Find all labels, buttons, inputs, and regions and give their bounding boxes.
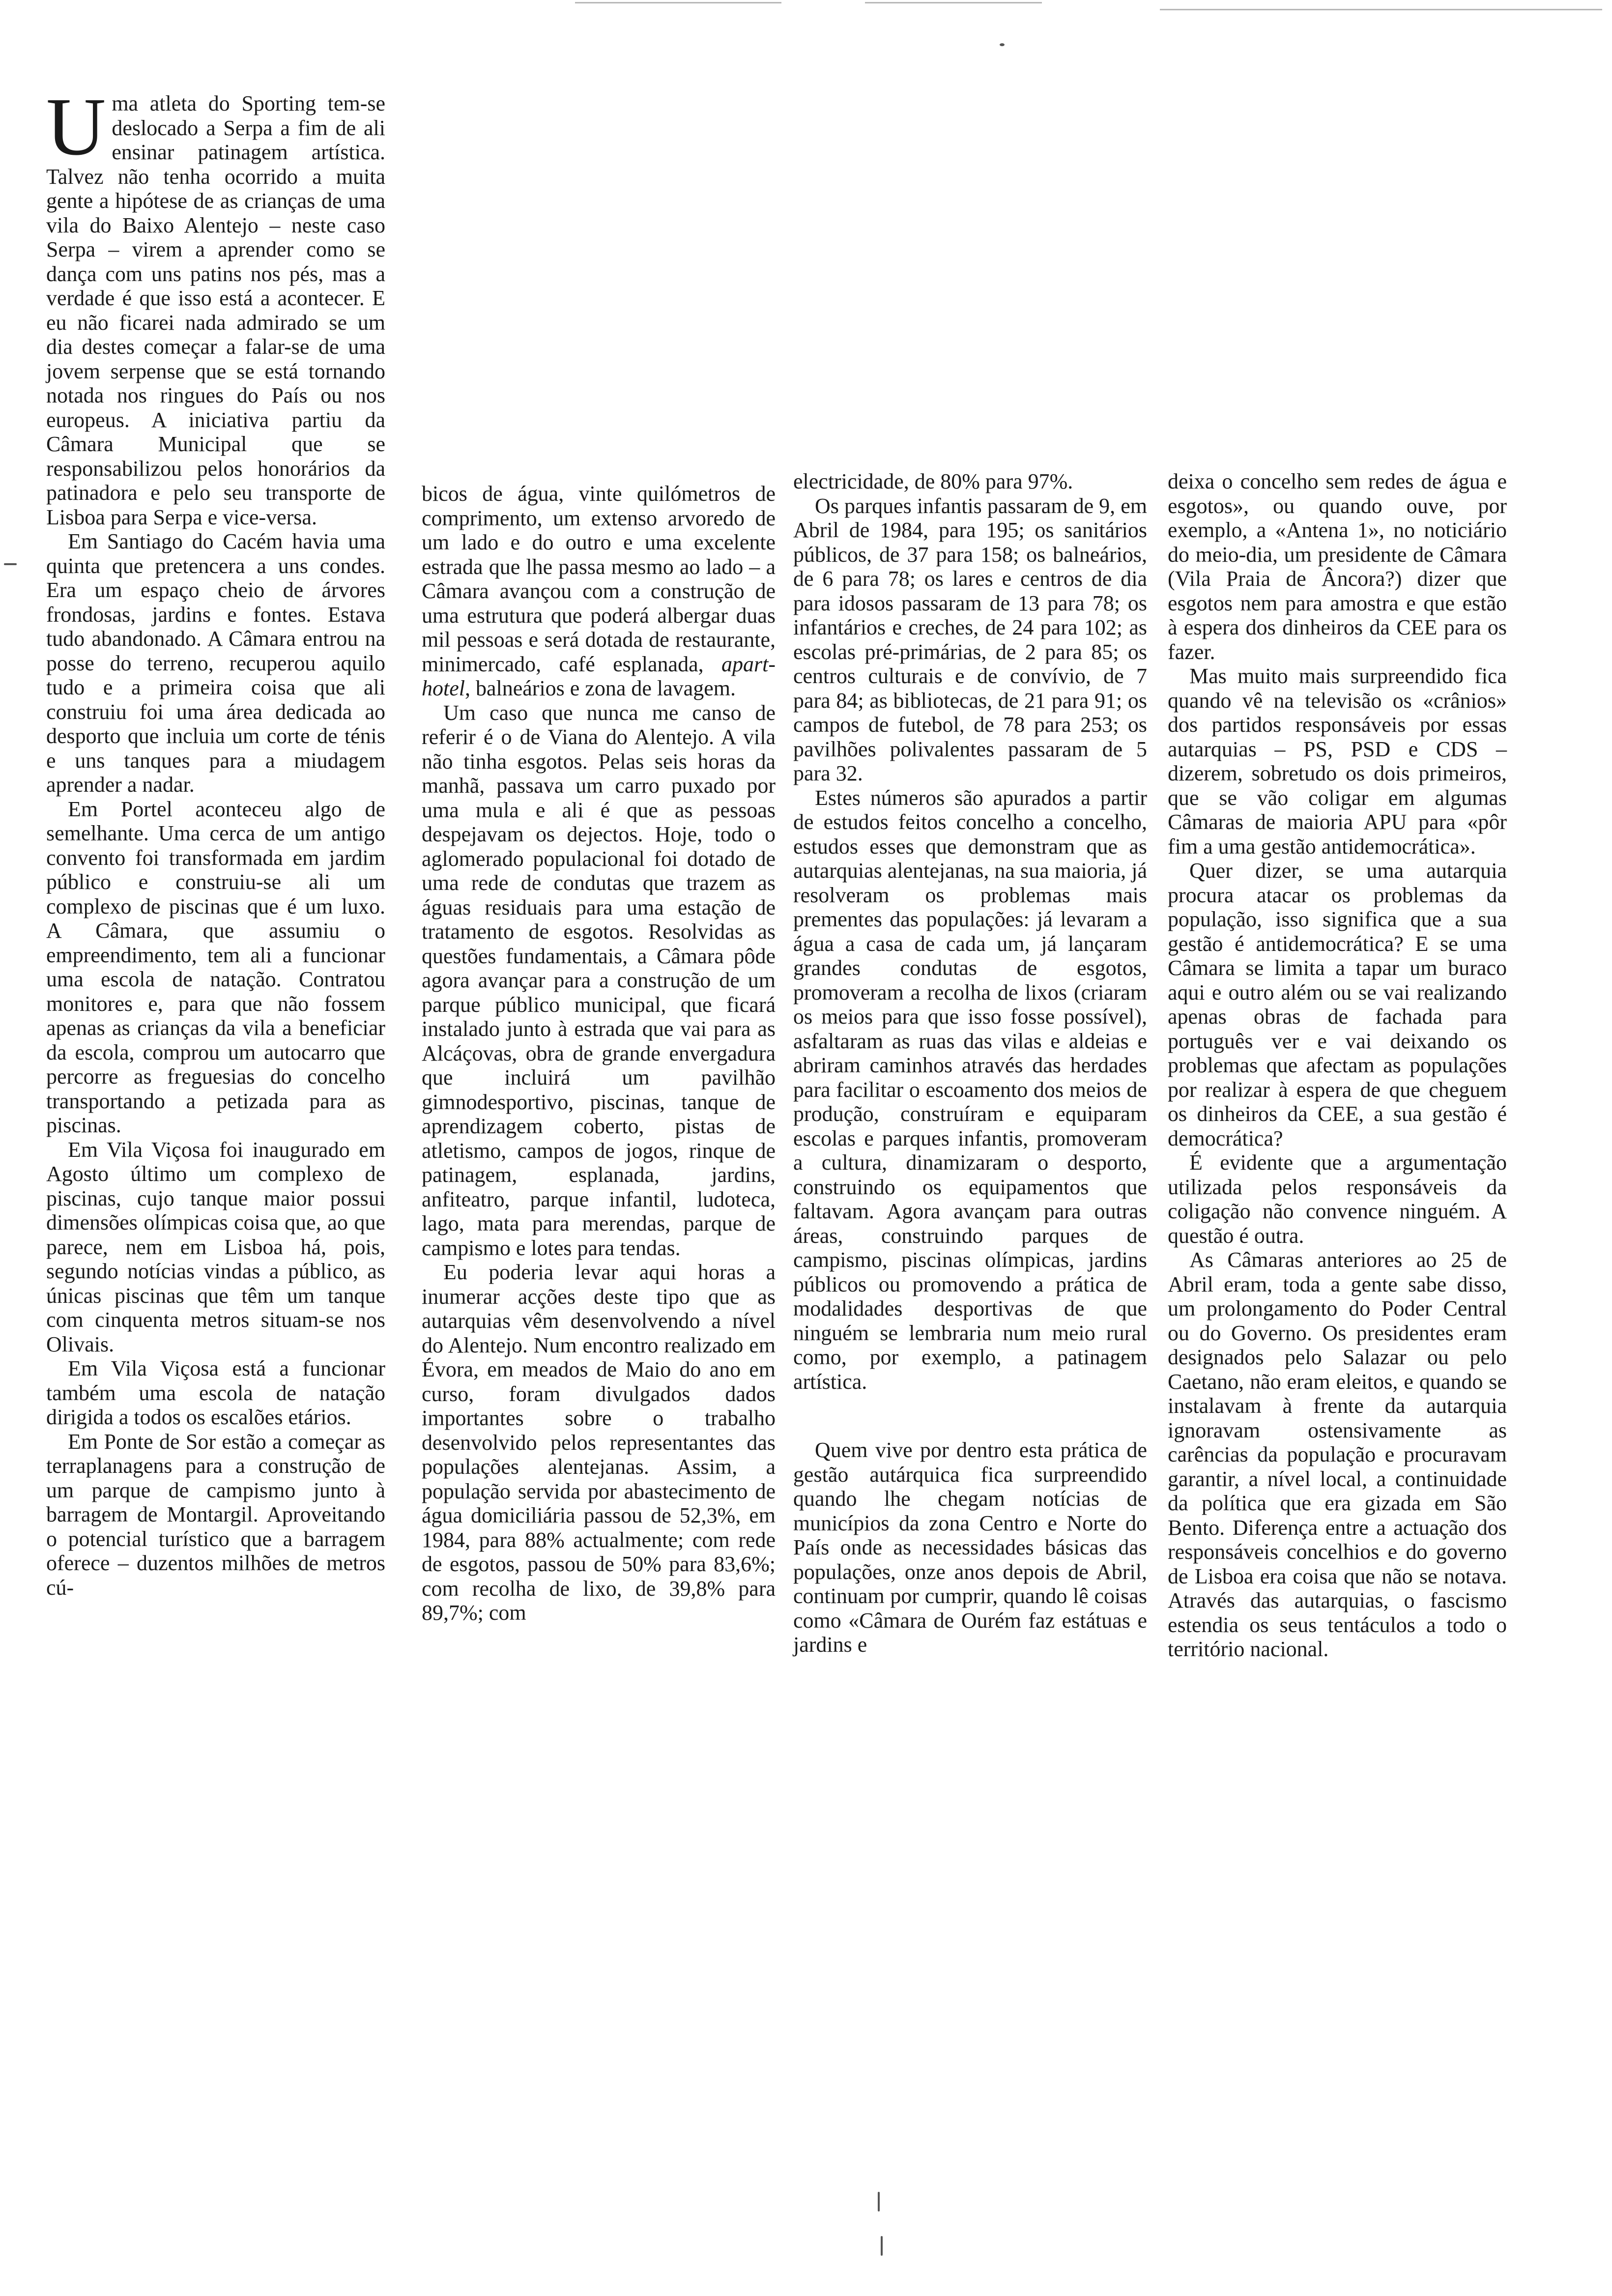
- article-column-1: [46, 81, 385, 1600]
- scan-artifact-line: [1160, 9, 1602, 10]
- article-column-3: [793, 469, 1147, 1657]
- paragraph: electricidade, de 80% para 97%.: [793, 469, 1073, 493]
- paragraph: Um caso que nunca me canso de referir é o de Viana do Alentejo. A vila não tinha esgotos. Pelas seis horas da manhã, passava um carro puxado por uma mula e ali é que as pessoas despejavam os dejectos. Hoje, todo o aglomerado populacional foi dotado de uma rede de condutas que trazem as águas residuais para uma estação de tratamento de esgotos. Resolvidas as questões fundamentais, a Câmara pôde agora avançar para a construção de um parque público municipal, que ficará instalado junto à estrada que vai para as Alcáçovas, obra de grande envergadura que incluirá um pavilhão gimnodesportivo, piscinas, tanque de aprendizagem coberto, pistas de atletismo, campos de jogos, rinque de patinagem, esplanada, jardins, anfiteatro, parque infantil, ludoteca, lago, mata para merendas, parque de campismo e lotes para tendas.: [422, 700, 776, 1260]
- paragraph: Os parques infantis passaram de 9, em Abril de 1984, para 195; os sanitários públicos, de 37 para 158; os balneários, de 6 para 78; os lares e centros de dia para idosos passaram de 13 para 78; os infantários e creches, de 24 para 102; as escolas pré-primárias, de 2 para 85; os centros culturais e de convívio, de 7 para 84; as bibliotecas, de 21 para 91; os campos de futebol, de 78 para 253; os pavilhões polivalentes passaram de 5 para 32.: [793, 493, 1147, 785]
- paragraph: Quem vive por dentro esta prática de gestão autárquica fica surpreendido quando lhe chegam notícias de municípios da zona Centro e Norte do País onde as necessidades básicas das populações, onze anos depois de Abril, continuam por cumprir, quando lê coisas como «Câmara de Ourém faz estátuas e jardins e: [793, 1438, 1147, 1657]
- drop-cap: U: [46, 81, 106, 172]
- paragraph: Quer dizer, se uma autarquia procura atacar os problemas da população, isso significa que a sua gestão é antidemocrática? E se uma Câmara se limita a tapar um buraco aqui e outro além ou se vai realizando apenas obras de fachada para português ver e vai deixando os problemas que afectam as populações por realizar à espera de que cheguem os dinheiros da CEE, a sua gestão é democrática?: [1168, 859, 1507, 1150]
- scan-speck: [878, 2192, 880, 2211]
- paragraph: As Câmaras anteriores ao 25 de Abril eram, toda a gente sabe disso, um prolongamento do Poder Central ou do Governo. Os presidentes eram designados pelo Salazar ou pelo Caetano, não eram eleitos, e quando se instalavam à frente da autarquia ignoravam ostensivamente as carências da população e procuravam garantir, a nível local, a continuidade da política que era gizada em São Bento. Diferença entre a actuação dos responsáveis concelhios e do governo de Lisboa era coisa que não se notava. Através das autarquias, o fascismo estendia os seus tentáculos a todo o território nacional.: [1168, 1248, 1507, 1661]
- paragraph: Uma atleta do Sporting tem-se deslocado a Serpa a fim de ali ensinar patinagem artística. Talvez não tenha ocorrido a muita gente a hipótese de as crianças de uma vila do Baixo Alentejo – neste caso Serpa – virem a aprender como se dança com uns patins nos pés, mas a verdade é que isso está a acontecer. E eu não ficarei nada admirado se um dia destes começar a falar-se de uma jovem serpense que se está tornando notada nos ringues do País ou nos europeus. A iniciativa partiu da Câmara Municipal que se responsabilizou pelos honorários da patinadora e pelo seu transporte de Lisboa para Serpa e vice-versa.: [46, 81, 385, 529]
- scan-speck: [4, 563, 17, 565]
- paragraph: Em Vila Viçosa está a funcionar também uma escola de natação dirigida a todos os escalões etários.: [46, 1356, 385, 1429]
- paragraph: Em Ponte de Sor estão a começar as terraplanagens para a construção de um parque de campismo junto à barragem de Montargil. Aproveitando o potencial turístico que a barragem oferece – duzentos milhões de metros cú-: [46, 1429, 385, 1600]
- paragraph: bicos de água, vinte quilómetros de comprimento, um extenso arvoredo de um lado e do outro e uma excelente estrada que lhe passa mesmo ao lado – a Câmara avançou com a construção de uma estrutura que poderá albergar duas mil pessoas e será dotada de restaurante, minimercado, café esplanada, apart-hotel, balneários e zona de lavagem.: [422, 482, 776, 700]
- paragraph: Em Santiago do Cacém havia uma quinta que pretencera a uns condes. Era um espaço cheio de árvores frondosas, jardins e fontes. Estava tudo abandonado. A Câmara entrou na posse do terreno, recuperou aquilo tudo e a primeira coisa que ali construiu foi uma área dedicada ao desporto que incluia um corte de ténis e uns tanques para a miudagem aprender a nadar.: [46, 529, 385, 797]
- scan-speck: [1000, 43, 1005, 46]
- article-column-2: [422, 482, 776, 1625]
- paragraph: É evidente que a argumentação utilizada pelos responsáveis da coligação não convence ninguém. A questão é outra.: [1168, 1150, 1507, 1248]
- paragraph: deixa o concelho sem redes de água e esgotos», ou quando ouve, por exemplo, a «Antena 1», no noticiário do meio-dia, um presidente de Câmara (Vila Praia de Âncora?) dizer que esgotos nem para amostra e que estão à espera dos dinheiros da CEE para os fazer.: [1168, 469, 1507, 664]
- paragraph: Em Vila Viçosa foi inaugurado em Agosto último um complexo de piscinas, cujo tanque maior possui dimensões olímpicas coisa que, ao que parece, nem em Lisboa há, pois, segundo notícias vindas a público, as únicas piscinas que têm um tanque com cinquenta metros situam-se nos Olivais.: [46, 1137, 385, 1356]
- paragraph: Em Portel aconteceu algo de semelhante. Uma cerca de um antigo convento foi transformada em jardim público e construiu-se ali um complexo de piscinas que é um luxo. A Câmara, que assumiu o empreendimento, tem ali a funcionar uma escola de natação. Contratou monitores e, para que não fossem apenas as crianças da vila a beneficiar da escola, comprou um autocarro que percorre as freguesias do concelho transportando a petizada para as piscinas.: [46, 797, 385, 1137]
- paragraph: Mas muito mais surpreendido fica quando vê na televisão os «crânios» dos partidos responsáveis por essas autarquias – PS, PSD e CDS – dizerem, sobretudo os dois primeiros, que se vão coligar em algumas Câmaras de maioria APU para «pôr fim a uma gestão antidemocrática».: [1168, 664, 1507, 859]
- scan-speck: [881, 2236, 883, 2256]
- scan-artifact-line: [865, 2, 1042, 3]
- paragraph: Estes números são apurados a partir de estudos feitos concelho a concelho, estudos esses que demonstram que as autarquias alentejanas, na sua maioria, já resolveram os problemas mais prementes das populações: já levaram a água a casa de cada um, já lançaram grandes condutas de esgotos, promoveram a recolha de lixos (criaram os meios para que isso fosse possível), asfaltaram as ruas das vilas e aldeias e abriram caminhos através das herdades para facilitar o escoamento dos meios de produção, construíram e equiparam escolas e parques infantis, promoveram a cultura, dinamizaram o desporto, construindo os equipamentos que faltavam. Agora avançam para outras áreas, construindo parques de campismo, piscinas olímpicas, jardins públicos ou promovendo a prática de modalidades desportivas de que ninguém se lembraria num meio rural como, por exemplo, a patinagem artística.: [793, 785, 1147, 1394]
- paragraph: Eu poderia levar aqui horas a inumerar acções deste tipo que as autarquias vêm desenvolvendo a nível do Alentejo. Num encontro realizado em Évora, em meados de Maio do ano em curso, foram divulgados dados importantes sobre o trabalho desenvolvido pelos representantes das populações alentejanas. Assim, a população servida por abastecimento de água domiciliária passou de 52,3%, em 1984, para 88% actualmente; com rede de esgotos, passou de 50% para 83,6%; com recolha de lixo, de 39,8% para 89,7%; com: [422, 1260, 776, 1625]
- scan-artifact-line: [575, 2, 781, 3]
- column-gap: [793, 1394, 1147, 1438]
- article-column-4: [1168, 469, 1507, 1662]
